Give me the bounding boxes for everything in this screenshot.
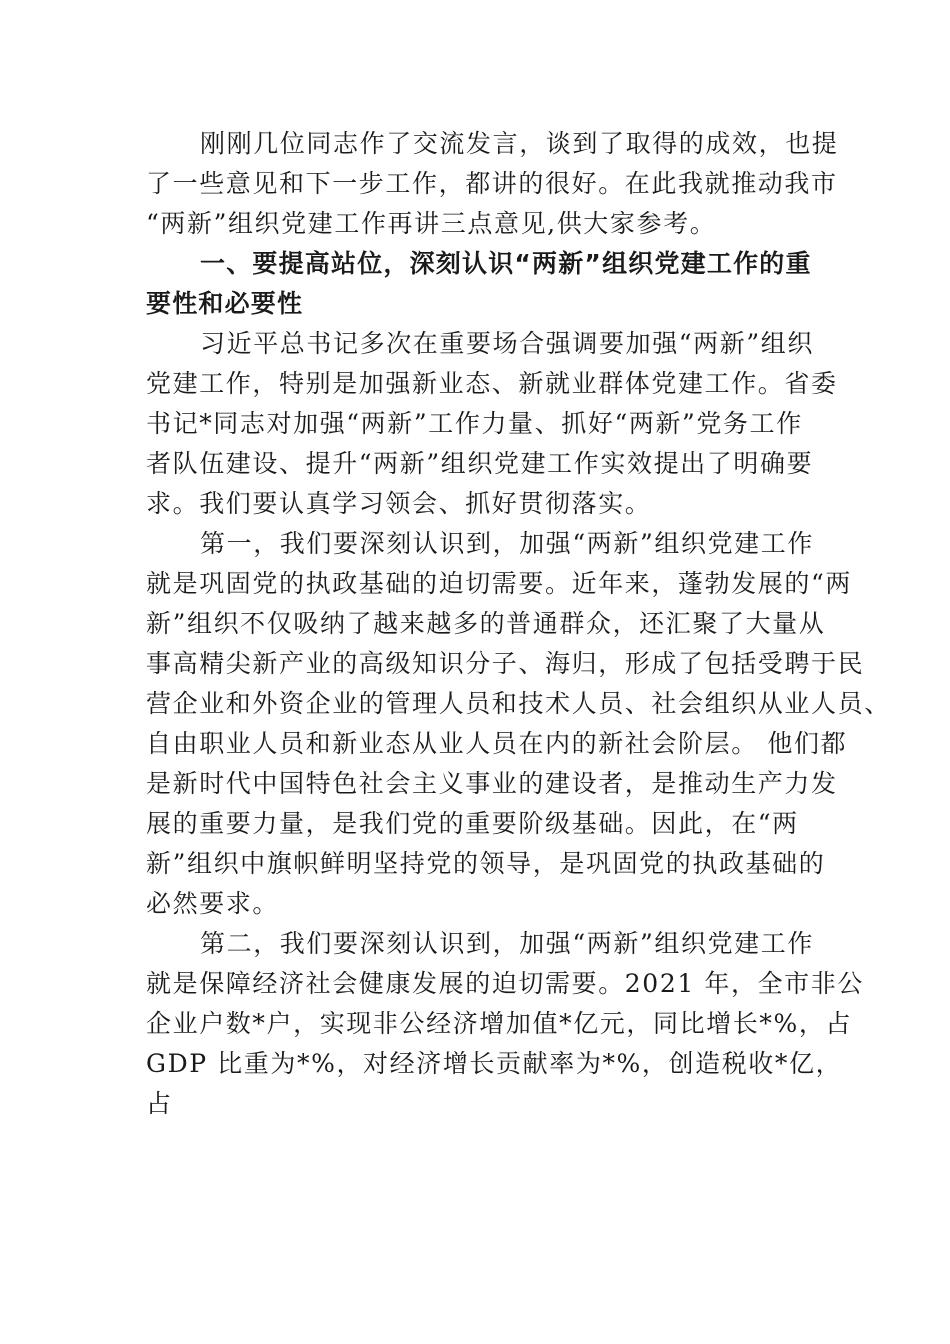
first-point-line: 事高精尖新产业的高级知识分子、海归，形成了包括受聘于民 [146, 649, 865, 678]
context-line: 书记*同志对加强“两新”工作力量、抓好“两新”党务工作 [146, 409, 803, 438]
section-heading: 一、要提高站位，深刻认识“两新”组织党建工作的重 [200, 249, 812, 278]
section-heading: 要性和必要性 [146, 289, 304, 318]
first-point-line: 第一，我们要深刻认识到，加强“两新”组织党建工作 [200, 529, 814, 558]
context-line: 习近平总书记多次在重要场合强调要加强“两新”组织 [200, 329, 814, 358]
second-point-line: 企业户数*户，实现非公经济增加值*亿元，同比增长*%，占 [146, 1009, 853, 1038]
first-point-line: 自由职业人员和新业态从业人员在内的新社会阶层。 他们都 [146, 729, 848, 758]
first-point-line: 是新时代中国特色社会主义事业的建设者，是推动生产力发 [146, 769, 838, 798]
first-point-line: 必然要求。 [146, 889, 280, 918]
intro-line: 刚刚几位同志作了交流发言，谈到了取得的成效，也提 [200, 129, 839, 158]
second-point-line: GDP 比重为*%，对经济增长贡献率为*%，创造税收*亿， [146, 1049, 843, 1078]
context-line: 求。我们要认真学习领会、抓好贯彻落实。 [146, 489, 652, 518]
first-point-line: 就是巩固党的执政基础的迫切需要。近年来，蓬勃发展的“两 [146, 569, 852, 598]
first-point-line: 展的重要力量，是我们党的重要阶级基础。因此，在“两 [146, 809, 799, 838]
context-line: 党建工作，特别是加强新业态、新就业群体党建工作。省委 [146, 369, 838, 398]
intro-line: “两新”组织党建工作再讲三点意见,供大家参考。 [146, 209, 717, 238]
first-point-line: 新”组织中旗帜鲜明坚持党的领导，是巩固党的执政基础的 [146, 849, 826, 878]
second-point-line: 就是保障经济社会健康发展的迫切需要。2021 年，全市非公 [146, 969, 864, 998]
second-point-line: 占 [146, 1089, 173, 1118]
first-point-line: 新”组织不仅吸纳了越来越多的普通群众，还汇聚了大量从 [146, 609, 826, 638]
first-point-line: 营企业和外资企业的管理人员和技术人员、社会组织从业人员、 [146, 689, 891, 718]
context-line: 者队伍建设、提升“两新”组织党建工作实效提出了明确要 [146, 449, 814, 478]
intro-line: 了一些意见和下一步工作，都讲的很好。在此我就推动我市 [146, 169, 838, 198]
second-point-line: 第二，我们要深刻认识到，加强“两新”组织党建工作 [200, 929, 814, 958]
